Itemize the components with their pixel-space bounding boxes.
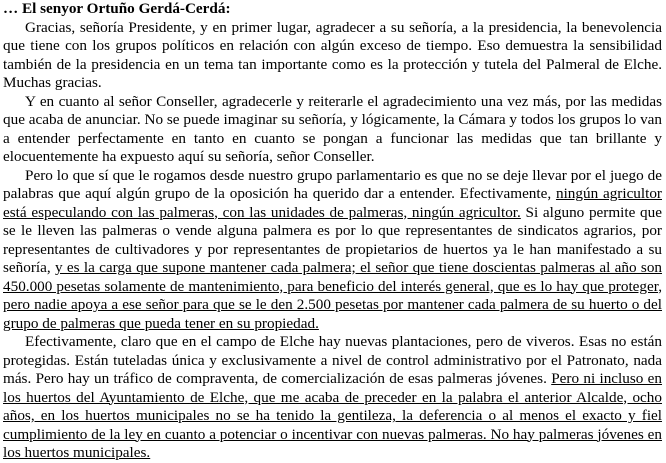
speaker-heading: … El senyor Ortuño Gerdá-Cerdá: [3,0,231,17]
underlined-segment: y es la carga que supone mantener cada palmera; el señor que tiene doscientas palmeras al año son 450.000 pesetas solamente de mantenimiento, para beneficio del interés general, que es lo hay que proteger, pero nadie apoya a ese señor para que se le den 2.500 pesetas por mantener cada palmera de su huerto o del grupo de palmeras que pueda tener en su propiedad. [3,259,663,332]
paragraph-thanks [3,19,662,93]
paragraph-conseller [3,93,662,167]
underlined-segment: ningún agricultor está especulando con las palmeras, con las unidades de palmeras, ningún agricultor. [3,185,662,221]
text-segment: Gracias, señoría Presidente, y en primer lugar, agradecer a su señoría, a la presidencia, la benevolencia que tiene con los grupos políticos en relación con algún exceso de tiempo. Eso demuestra la sensibilidad también de la presidencia en un tema tan importante como es la protección y tutela del Palmeral de Elche. Muchas gracias. [3,18,662,91]
paragraph-agricultores [3,167,662,334]
text-segment: Si alguno permite que se le lleven las palmeras o vende alguna palmera es por lo que representantes de sindicatos agrarios, por representantes de cultivadores y por representantes de propietarios de huertos ya le han manifestado a su señoría, [3,203,662,276]
text-segment: Y en cuanto al señor Conseller, agradecerle y reiterarle el agradecimiento una vez más, por las medidas que acaba de anunciar. No se puede imaginar su señoría, y lógicamente, la Cámara y todos los grupos lo van a entender perfectamente en tanto en cuanto se pongan a funcionar las medidas que tan brillante y elocuentemente ha expuesto aquí su señoría, señor Conseller. [3,92,662,165]
paragraph-plantaciones [3,333,662,463]
text-segment: Pero lo que sí que le rogamos desde nuestro grupo parlamentario es que no se deje llevar por el juego de palabras que aquí algún grupo de la oposición ha querido dar a entender. Efectivamente, [3,166,662,202]
underlined-segment: Pero ni incluso en los huertos del Ayuntamiento de Elche, que me acaba de preceder en la palabra el anterior Alcalde, ocho años, en los huertos municipales no se ha tenido la gentileza, la deferencia o al menos el exacto y fiel cumplimiento de la ley en cuanto a potenciar o incentivar con nuevas palmeras. No hay palmeras jóvenes en los huertos municipales. [3,370,663,461]
text-segment: Efectivamente, claro que en el campo de Elche hay nuevas plantaciones, pero de viveros. Esas no están protegidas. Están tuteladas única y exclusivamente a nivel de control administrativo por el Patronato, nada más. Pero hay un tráfico de compraventa, de comercialización de esas palmeras jóvenes. [3,333,662,387]
